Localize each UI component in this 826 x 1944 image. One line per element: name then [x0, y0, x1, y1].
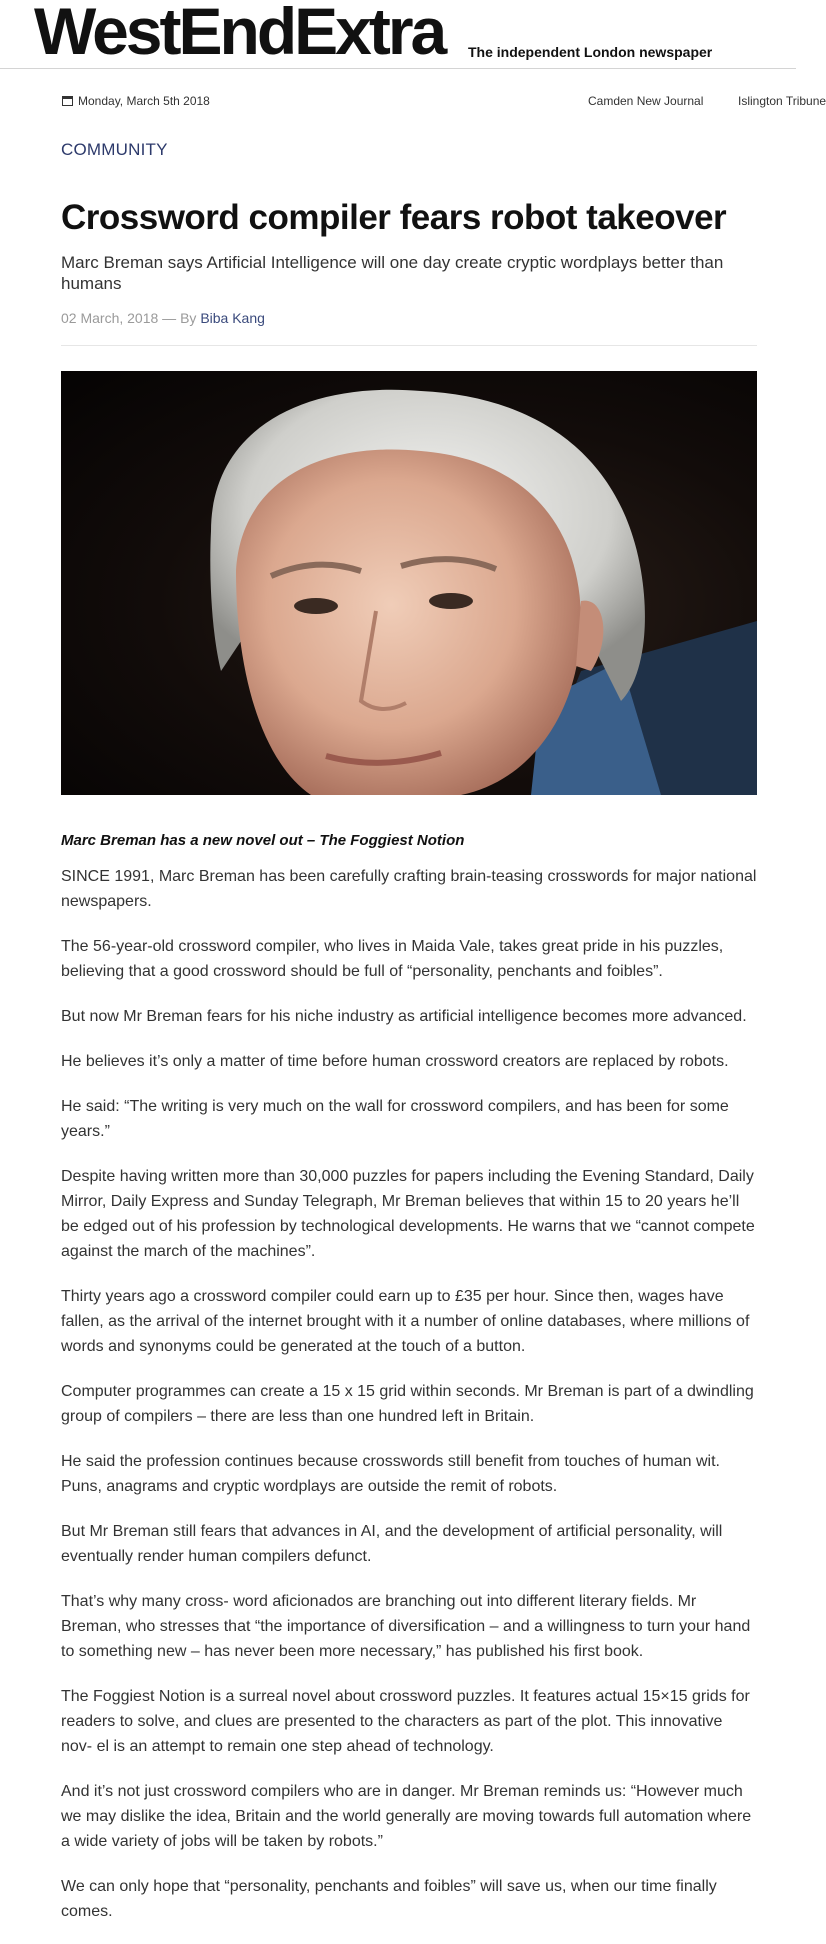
article-photo — [61, 371, 757, 795]
calendar-icon — [62, 96, 73, 106]
article-byline — [61, 310, 757, 326]
paragraph: SINCE 1991, Marc Breman has been carefully crafting brain-teasing crosswords for major national newspapers. — [61, 868, 757, 911]
paragraph: But Mr Breman still fears that advances in AI, and the development of artificial personality, will eventually render human compilers defunct. — [61, 1523, 723, 1566]
masthead — [0, 0, 796, 69]
photo-caption: Marc Breman has a new novel out – The Foggiest Notion — [61, 832, 465, 850]
current-date — [62, 94, 210, 108]
article-body — [61, 864, 757, 1924]
paragraph: Thirty years ago a crossword compiler could earn up to £35 per hour. Since then, wages have fallen, as the arrival of the internet brought with it a number of online databases, where millions of words and synonyms could be generated at the touch of a button. — [61, 1288, 750, 1356]
paragraph: Despite having written more than 30,000 puzzles for papers including the Evening Standard, Daily Mirror, Daily Express and Sunday Telegraph, Mr Breman believes that within 15 to 20 years he’ll be edged out of his profession by technological developments. He warns that we “cannot compete against the march of the machines”. — [61, 1168, 755, 1261]
paragraph: But now Mr Breman fears for his niche industry as artificial intelligence becomes more advanced. — [61, 1008, 747, 1026]
paragraph: That’s why many cross- word aficionados are branching out into different literary fields. Mr Breman, who stresses that “the importance of diversification – and a willingness to turn your hand to something new – has never been more necessary,” has published his first book. — [61, 1593, 751, 1661]
article-headline: Crossword compiler fears robot takeover — [61, 198, 727, 237]
paragraph: The Foggiest Notion is a surreal novel about crossword puzzles. It features actual 15×15 grids for readers to solve, and clues are presented to the characters as part of the plot. This innovative nov- el is an attempt to remain one step ahead of technology. — [61, 1688, 750, 1756]
portrait-image — [61, 371, 757, 795]
top-bar — [0, 92, 826, 112]
paragraph: The 56-year-old crossword compiler, who lives in Maida Vale, takes great pride in his puzzles, believing that a good crossword should be full of “personality, penchants and foibles”. — [61, 938, 724, 981]
current-date-text: Monday, March 5th 2018 — [78, 94, 210, 108]
paragraph: He said the profession continues because crosswords still benefit from touches of human wit. Puns, anagrams and cryptic wordplays are outside the remit of robots. — [61, 1453, 720, 1496]
article — [61, 140, 757, 1944]
article-standfirst: Marc Breman says Artificial Intelligence will one day create cryptic wordplays better than humans — [61, 253, 724, 294]
paragraph: He believes it’s only a matter of time before human crossword creators are replaced by robots. — [61, 1053, 729, 1071]
author-link[interactable]: Biba Kang — [200, 310, 265, 327]
paragraph: And it’s not just crossword compilers who are in danger. Mr Breman reminds us: “However much we may dislike the idea, Britain and the world generally are moving towards full automation where a wide variety of jobs will be taken by robots.” — [61, 1783, 752, 1851]
site-logo[interactable]: WestEndExtra — [34, 0, 445, 68]
site-tagline: The independent London newspaper — [468, 44, 713, 60]
article-date: 02 March, 2018 — [61, 310, 159, 327]
byline-prefix: — By — [158, 310, 201, 327]
link-camden-new-journal[interactable]: Camden New Journal — [588, 94, 704, 108]
paragraph: Computer programmes can create a 15 x 15 grid within seconds. Mr Breman is part of a dwindling group of compilers – there are less than one hundred left in Britain. — [61, 1383, 754, 1426]
link-islington-tribune[interactable]: Islington Tribune — [738, 94, 826, 108]
paragraph: He said: “The writing is very much on the wall for crossword compilers, and has been for some years.” — [61, 1098, 729, 1141]
section-label[interactable]: COMMUNITY — [61, 140, 168, 159]
divider — [61, 345, 757, 346]
paragraph: We can only hope that “personality, penchants and foibles” will save us, when our time finally comes. — [61, 1878, 717, 1921]
